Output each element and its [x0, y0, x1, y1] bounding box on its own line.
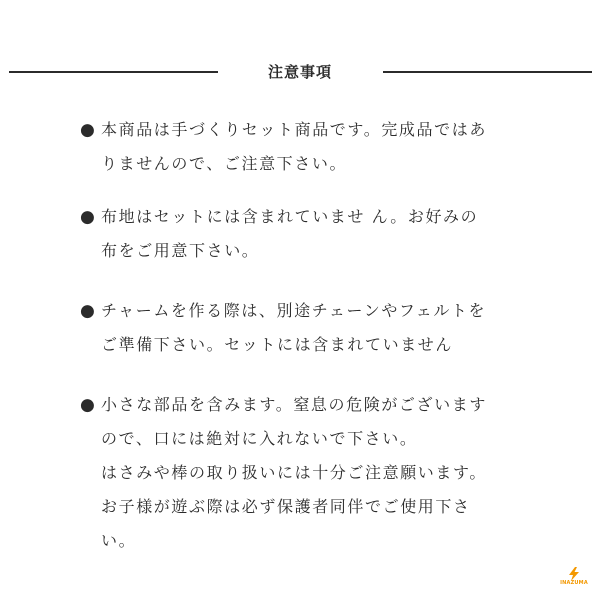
notice-line: お子様が遊ぶ際は必ず保護者同伴でご使用下さ	[101, 497, 471, 516]
section-header	[0, 60, 600, 84]
notice-line: はさみや棒の取り扱いには十分ご注意願います。	[101, 463, 487, 482]
lightning-bolt-icon	[568, 567, 580, 581]
notice-line: ので、口には絶対に入れないで下さい。	[101, 429, 418, 448]
notice-line: りませんので、ご注意下さい。	[101, 154, 348, 173]
notice-item	[80, 388, 550, 558]
notice-text: 小さな部品を含みます。窒息の危険がございます	[101, 395, 487, 414]
notice-text: 本商品は手づくりセット商品です。完成品ではあ	[101, 120, 487, 139]
bullet-icon: ●	[80, 301, 95, 321]
notice-item	[80, 113, 550, 181]
bullet-icon: ●	[80, 395, 95, 415]
bullet-icon: ●	[80, 207, 95, 227]
page-title: 注意事項	[267, 63, 332, 81]
header-rule-right	[383, 71, 592, 73]
notice-item	[80, 294, 550, 362]
notice-text: チャームを作る際は、別途チェーンやフェルトを	[101, 301, 487, 320]
notice-line: 布をご用意下さい。	[101, 241, 260, 260]
notice-line: ご準備下さい。セットには含まれていません	[101, 335, 454, 354]
notice-line	[80, 294, 550, 328]
brand-logo-text: INAZUMA	[560, 580, 588, 586]
notice-line: い。	[101, 531, 137, 550]
notice-text: 布地はセットには含まれていませ ん。お好みの	[101, 207, 479, 226]
bullet-icon: ●	[80, 120, 95, 140]
notice-item	[80, 200, 550, 268]
notice-line	[80, 200, 550, 234]
notice-line	[80, 113, 550, 147]
notice-line	[80, 388, 550, 422]
brand-logo	[556, 567, 592, 589]
